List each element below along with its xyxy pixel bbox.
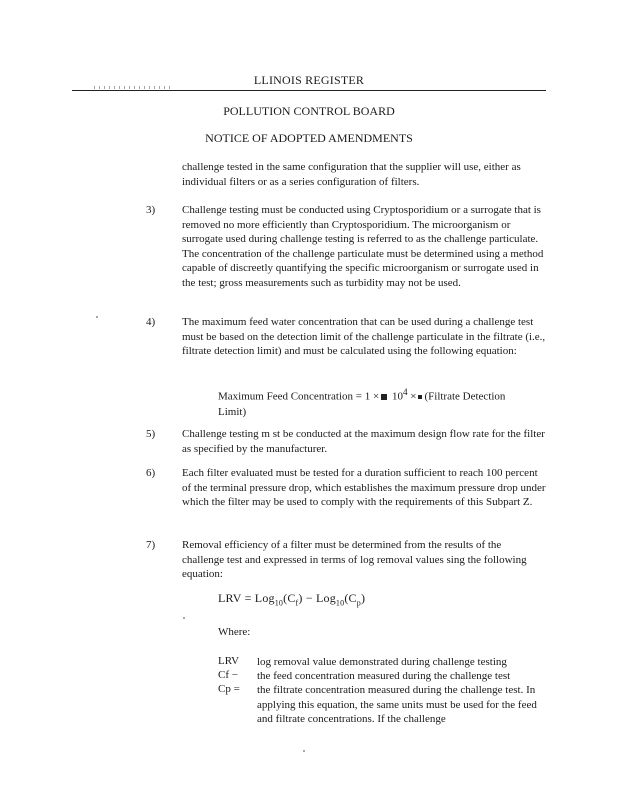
item-6-text: Each filter evaluated must be tested for a duration sufficient to reach 100 percent of the terminal pressure drop, which establishes the maximum pressure drop under which the filter may be used to comply with the requirements of this Subpart Z. <box>182 467 546 509</box>
definition-text-cf: the feed concentration measured during the challenge test <box>257 670 511 682</box>
lrv-eq-arg-2-sub: p <box>356 598 361 608</box>
lrv-eq-arg-2: (C <box>344 591 357 605</box>
definition-term-cp: Cp = <box>218 683 240 695</box>
item-4-number: 4) <box>146 316 156 328</box>
item-6-paragraph <box>182 466 546 510</box>
where-label: Where: <box>218 626 251 638</box>
notice-title: NOTICE OF ADOPTED AMENDMENTS <box>205 131 413 145</box>
definition-text-cp: the filtrate concentration measured during the challenge test. In applying this equation, the same units must be used for the feed and filtrate concentrations. If the challenge <box>257 684 537 726</box>
lrv-eq-lhs: LRV = Log <box>218 591 275 605</box>
feed-eq-lhs: Maximum Feed Concentration = 1 × <box>218 390 380 403</box>
redaction-mark-icon <box>418 395 422 399</box>
scan-speck <box>303 750 305 752</box>
item-3-number: 3) <box>146 204 156 216</box>
item-5-paragraph <box>182 427 546 456</box>
definition-term-lrv: LRV <box>218 655 240 667</box>
definition-text-lrv: log removal value demonstrated during challenge testing <box>257 656 507 668</box>
item-7-paragraph <box>182 538 546 582</box>
item-3-paragraph <box>182 203 546 291</box>
item-3-text: Challenge testing must be conducted using Cryptosporidium or a surrogate that is removed no more efficiently than Cryptosporidium. The microorganism or surrogate used during challenge testing is referred to as the challenge particulate. The concentration of the challenge particulate must be determined using a method capable of discreetly quantifying the specific microorganism or surrogate used in the test; gross measurements such as turbidity may not be used. <box>182 204 544 289</box>
lrv-eq-end: ) <box>360 591 366 605</box>
intro-text: challenge tested in the same configuration that the supplier will use, either as individual filters or as a series configuration of filters. <box>182 161 521 188</box>
lrv-eq-base-2: 10 <box>335 598 345 608</box>
lrv-eq-arg-1: (C <box>283 591 296 605</box>
scan-speck <box>96 316 98 318</box>
item-4-text: The maximum feed water concentration that can be used during a challenge test must be based on the detection limit of the challenge particulate in the filtrate (i.e., filtrate detection limit) and must be calculated using the following equation: <box>182 316 546 358</box>
feed-eq-power: 10 <box>391 390 403 403</box>
lrv-eq-base-1: 10 <box>274 598 284 608</box>
header-rule <box>72 90 546 91</box>
lrv-eq-arg-1-sub: f <box>295 598 299 608</box>
lrv-equation <box>218 591 365 607</box>
item-7-text: Removal efficiency of a filter must be determined from the results of the challenge test and expressed in terms of log removal values sing the following equation: <box>182 539 527 581</box>
board-name: POLLUTION CONTROL BOARD <box>223 104 395 118</box>
feed-eq-rhs: (Filtrate Detection <box>424 390 506 403</box>
item-5-number: 5) <box>146 428 156 440</box>
redaction-mark-icon <box>381 394 387 400</box>
item-4-paragraph <box>182 315 546 359</box>
scan-speck <box>183 617 185 619</box>
item-5-text: Challenge testing m st be conducted at the maximum design flow rate for the filter as specified by the manufacturer. <box>182 428 545 455</box>
feed-concentration-equation: Maximum Feed Concentration = $1 \times 10^4$ × (Filtrate Detection Limit) <box>218 387 506 418</box>
scan-speckle-line <box>94 86 174 89</box>
register-title: LLINOIS REGISTER <box>253 73 365 87</box>
feed-eq-exponent: 4 <box>402 387 408 397</box>
lrv-eq-mid: ) − Log <box>298 591 336 605</box>
definition-term-cf: Cf − <box>218 669 238 681</box>
item-6-number: 6) <box>146 467 156 479</box>
intro-paragraph <box>182 160 546 189</box>
item-7-number: 7) <box>146 539 156 551</box>
feed-eq-continuation: Limit) <box>218 405 247 418</box>
